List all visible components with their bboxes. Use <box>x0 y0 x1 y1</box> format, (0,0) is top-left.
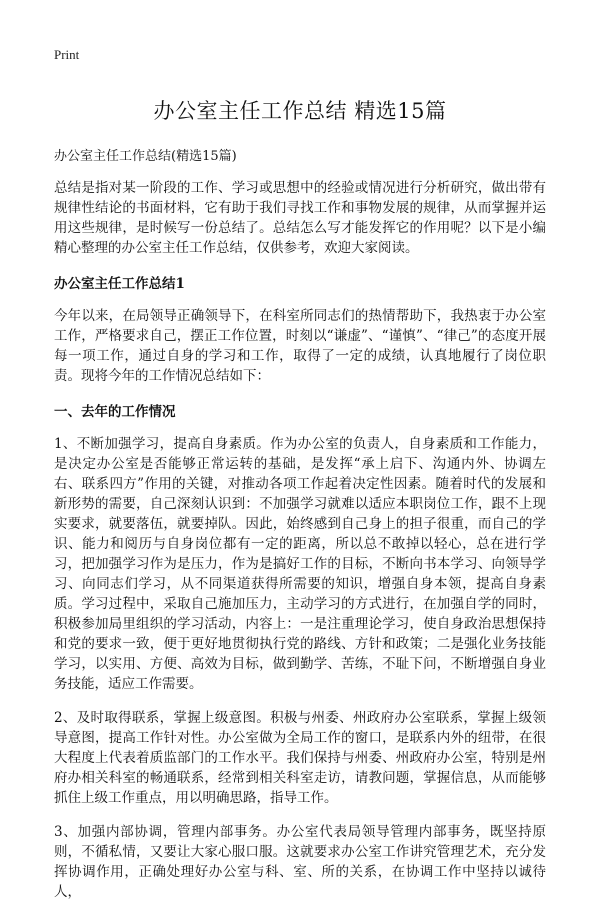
item-paragraph-3: 3、加强内部协调，管理内部事务。办公室代表局领导管理内部事务，既坚持原则，不循私情，又要让大家心服口服。这就要求办公室工作讲究管理艺术，充分发挥协调作用，正确处理好办公室与科、室、所的关系，在协调工作中坚持以诚待人， <box>54 824 546 900</box>
page-title: 办公室主任工作总结 精选15篇 <box>153 99 447 123</box>
item-paragraph-2: 2、及时取得联系，掌握上级意图。积极与州委、州政府办公室联系，掌握上级领导意图，提高工作针对性。办公室做为全局工作的窗口，是联系内外的纽带，在很大程度上代表着质监部门的工作水平。我们保持与州委、州政府办公室，特别是州府办相关科室的畅通联系，经常到相关科室走访，请教问题，掌握信息，从而能够抓住上级工作重点，用以明确思路，指导工作。 <box>54 710 546 806</box>
intro-paragraph: 总结是指对某一阶段的工作、学习或思想中的经验或情况进行分析研究，做出带有规律性结论的书面材料，它有助于我们寻找工作和事物发展的规律，从而掌握并运用这些规律，是时候写一份总结了。总结怎么写才能发挥它的作用呢？以下是小编精心整理的办公室主任工作总结，仅供参考，欢迎大家阅读。 <box>54 180 546 256</box>
document-subtitle: 办公室主任工作总结(精选15篇) <box>54 149 237 164</box>
print-link[interactable]: Print <box>54 47 80 62</box>
section-heading: 办公室主任工作总结1 <box>54 276 185 292</box>
part-heading: 一、去年的工作情况 <box>54 404 176 420</box>
item-paragraph-1: 1、不断加强学习，提高自身素质。作为办公室的负责人，自身素质和工作能力，是决定办公室是否能够正常运转的基础，是发挥“承上启下、沟通内外、协调左右、联系四方”作用的关键，对推动各项工作起着决定性因素。随着时代的发展和新形势的需要，自己深刻认识到：不加强学习就难以适应本职岗位工作，跟不上现实要求，就要落伍，就要掉队。因此，始终感到自己身上的担子很重，而自己的学识、能力和阅历与自身岗位都有一定的距离，所以总不敢掉以轻心，总在进行学习，把加强学习作为是压力，作为是搞好工作的目标，不断向书本学习、向领导学习、向同志们学习，从不同渠道获得所需要的知识，增强自身本领，提高自身素质。学习过程中，采取自己施加压力，主动学习的方式进行，在加强自学的同时，积极参加局里组织的学习活动，内容上：一是注重理论学习，使自身政治思想保持和党的要求一致，便于更好地贯彻执行党的路线、方针和政策；二是强化业务技能学习，以实用、方便、高效为目标，做到勤学、苦练，不耻下问，不断增强自身业务技能，适应工作需要。 <box>54 436 546 692</box>
section-intro-paragraph: 今年以来，在局领导正确领导下，在科室所同志们的热情帮助下，我热衷于办公室工作，严格要求自己，摆正工作位置，时刻以“谦虚”、“谨慎”、“律己”的态度开展每一项工作，通过自身的学习和工作，取得了一定的成绩，认真地履行了岗位职责。现将今年的工作情况总结如下： <box>54 308 546 384</box>
